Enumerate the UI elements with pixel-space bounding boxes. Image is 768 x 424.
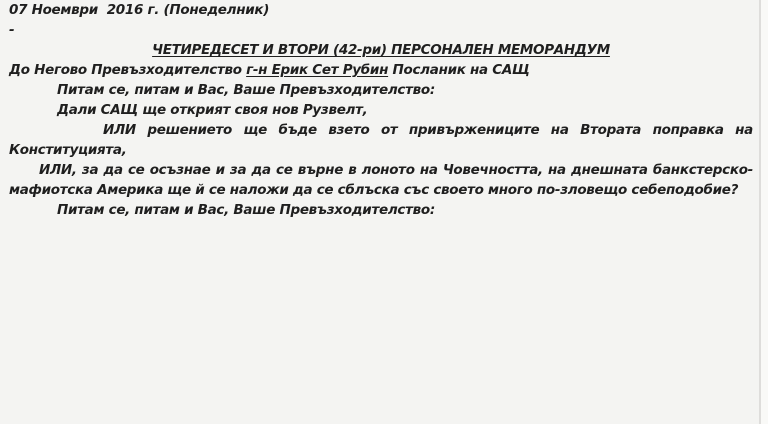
date-line: 07 Ноември 2016 г. (Понеделник) [9, 2, 270, 18]
memo-title: ЧЕТИРЕДЕСЕТ И ВТОРИ (42-ри) ПЕРСОНАЛЕН МЕМОРАНДУМ [152, 42, 610, 58]
dash-mark: - [9, 22, 15, 38]
paragraph-question-intro: Питам се, питам и Вас, Ваше Превъзходителство: [57, 82, 435, 98]
paragraph-question-3-line-1: ИЛИ, за да се осъзнае и за да се върне в лоното на Човечността, на днешната банкстерско- [39, 162, 753, 178]
addressee-prefix: До Негово Превъзходителство [9, 62, 247, 78]
paragraph-question-2-line-1: ИЛИ решението ще бъде взето от привържениците на Втората поправка на [103, 122, 753, 138]
page-right-margin-strip [761, 0, 768, 424]
paragraph-question-1: Дали САЩ ще открият своя нов Рузвелт, [57, 102, 368, 118]
paragraph-question-3-line-2: мафиотска Америка ще й се наложи да се сблъска със своето много по-зловещо себеподобие? [9, 182, 739, 198]
memo-content [9, 0, 753, 220]
page-edge-line [759, 0, 761, 424]
addressee-suffix: Посланик на САЩ [388, 62, 530, 78]
paragraph-question-outro: Питам се, питам и Вас, Ваше Превъзходителство: [57, 202, 435, 218]
addressee-line [9, 60, 753, 80]
paragraph-question-2-line-2: Конституцията, [9, 142, 127, 158]
addressee-name-underlined: г-н Ерик Сет Рубин [246, 62, 389, 78]
